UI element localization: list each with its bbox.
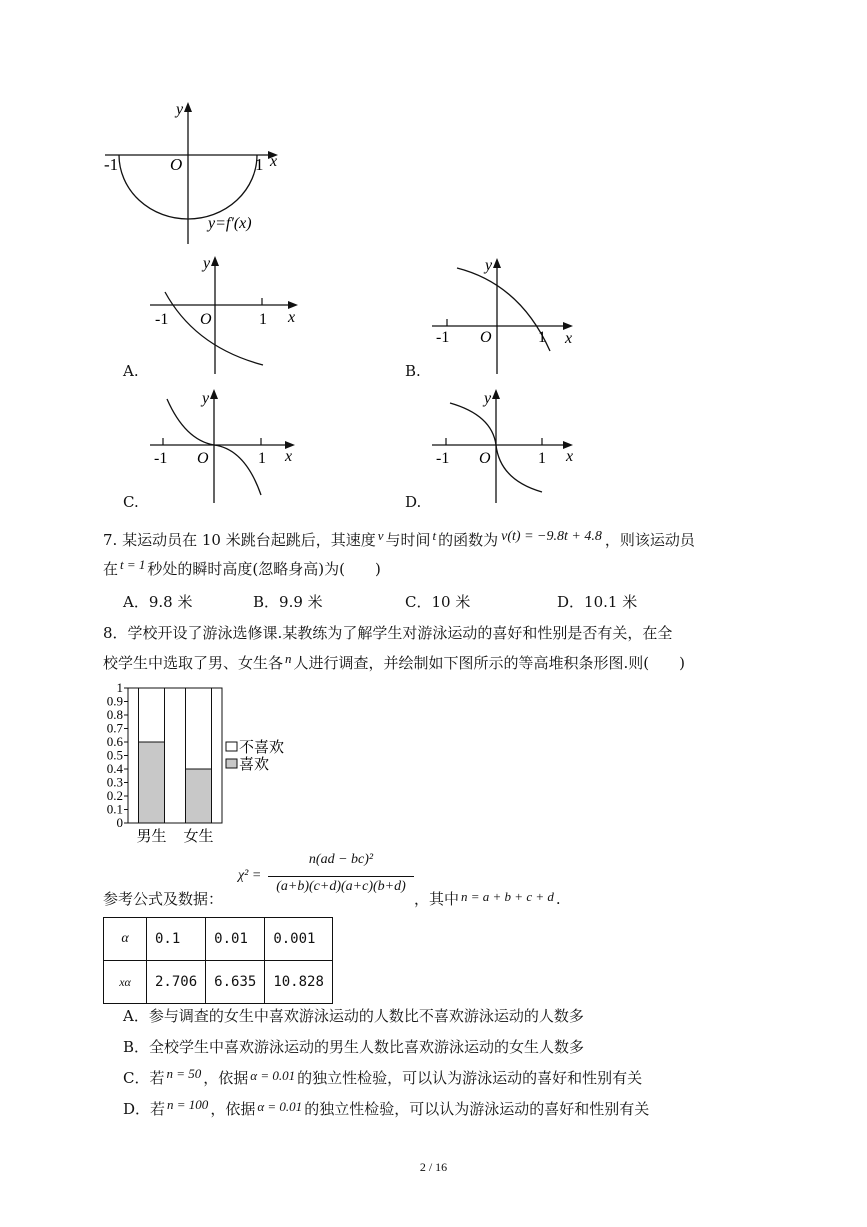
c-y-label: y xyxy=(202,390,210,407)
bar-不喜欢 xyxy=(139,688,165,742)
y-tick-label: 0.5 xyxy=(106,747,123,763)
b-y-label: y xyxy=(485,257,493,274)
a-y-label: y xyxy=(203,255,211,272)
c-text-a: C．若 xyxy=(123,1069,165,1087)
q8-choice-d xyxy=(123,1099,649,1120)
q8-text-b: 人进行调查，并绘制如下图所示的等高堆积条形图.则( ) xyxy=(293,654,685,672)
option-b-label: B. xyxy=(405,362,421,380)
q7-choice-b: B．9.9 米 xyxy=(253,593,323,611)
q7-text-f: 秒处的瞬时高度(忽略身高)为( ) xyxy=(147,560,381,578)
a-neg1-label: -1 xyxy=(155,311,169,328)
x-category-label: 女生 xyxy=(183,829,214,845)
y-tick-label: 0.2 xyxy=(106,788,123,803)
q7-var-v: v xyxy=(377,528,384,543)
page-number: 2 / 16 xyxy=(419,1160,448,1174)
q7-line2 xyxy=(103,559,381,580)
a-pos1-label: 1 xyxy=(259,311,267,328)
table-row xyxy=(104,961,333,1004)
q7-line1 xyxy=(103,530,695,552)
q8-line1: 8．学校开设了游泳选修课.某教练为了解学生对游泳运动的喜好和性别是否有关，在全 xyxy=(103,624,673,642)
main-x-label: x xyxy=(270,153,278,170)
main-pos1-label: 1 xyxy=(255,155,264,174)
chi-numerator: n(ad − bc)² xyxy=(308,852,374,867)
stacked-bar-chart xyxy=(100,680,320,850)
option-d-label: D. xyxy=(405,493,422,511)
option-a-label: A. xyxy=(123,362,139,380)
q8-line2 xyxy=(103,653,685,674)
c-text-c: 的独立性检验，可以认为游泳运动的喜好和性别有关 xyxy=(297,1069,643,1087)
where-b: n = a + b + c + d xyxy=(461,889,554,904)
main-origin-label: O xyxy=(170,155,183,174)
q8-choice-c xyxy=(123,1068,642,1089)
where-a: ，其中 xyxy=(414,890,460,908)
table-header-x-alpha: xα xyxy=(104,961,147,1004)
d-pos1-label: 1 xyxy=(538,450,546,467)
table-cell: 10.828 xyxy=(265,961,333,1004)
d-origin-label: O xyxy=(479,450,491,467)
c-n-value: n = 50 xyxy=(166,1066,202,1081)
chi-lhs: χ² = xyxy=(238,868,262,883)
y-tick-label: 0.3 xyxy=(106,774,123,790)
c-origin-label: O xyxy=(197,450,209,467)
d-x-label: x xyxy=(566,448,574,465)
bar-喜欢 xyxy=(139,742,165,823)
table-row xyxy=(104,918,333,961)
table-cell: 0.01 xyxy=(206,918,265,961)
option-b-graph xyxy=(430,254,580,379)
b-origin-label: O xyxy=(480,329,492,346)
legend-swatch xyxy=(226,742,237,751)
b-neg1-label: -1 xyxy=(436,329,450,346)
table-cell: 0.001 xyxy=(265,918,333,961)
d-text-c: 的独立性检验，可以认为游泳运动的喜好和性别有关 xyxy=(304,1100,650,1118)
q8-choice-b: B．全校学生中喜欢游泳运动的男生人数比喜欢游泳运动的女生人数多 xyxy=(123,1038,585,1056)
q7-var-t: t xyxy=(432,528,437,543)
main-derivative-graph xyxy=(100,98,290,248)
y-tick-label: 0.9 xyxy=(106,693,123,709)
x-category-label: 男生 xyxy=(136,829,167,845)
y-tick-label: 1 xyxy=(116,680,123,695)
y-tick-label: 0 xyxy=(116,815,123,830)
q7-text-c: 的函数为 xyxy=(438,531,499,549)
d-y-label: y xyxy=(484,390,492,407)
y-tick-label: 0.7 xyxy=(106,720,123,736)
bar-不喜欢 xyxy=(186,688,212,769)
c-text-b: ，依据 xyxy=(203,1069,249,1087)
chi-denominator: (a+b)(c+d)(a+c)(b+d) xyxy=(276,879,406,894)
q7-choice-d: D．10.1 米 xyxy=(557,593,638,611)
d-text-b: ，依据 xyxy=(210,1100,256,1118)
option-d-graph xyxy=(430,385,580,505)
c-neg1-label: -1 xyxy=(154,450,168,467)
c-alpha-value: α = 0.01 xyxy=(250,1068,296,1083)
d-neg1-label: -1 xyxy=(436,450,450,467)
legend-label: 不喜欢 xyxy=(239,740,285,756)
legend-swatch xyxy=(226,759,237,768)
ref-label: 参考公式及数据： xyxy=(103,890,224,908)
q8-choice-a: A．参与调查的女生中喜欢游泳运动的人数比不喜欢游泳运动的人数多 xyxy=(123,1007,584,1025)
d-text-a: D．若 xyxy=(123,1100,166,1118)
option-a-graph xyxy=(145,252,310,377)
bar-喜欢 xyxy=(186,769,212,823)
table-header-alpha: α xyxy=(104,918,147,961)
a-origin-label: O xyxy=(200,311,212,328)
table-cell: 2.706 xyxy=(147,961,206,1004)
where-c: . xyxy=(555,890,561,908)
c-pos1-label: 1 xyxy=(258,450,266,467)
y-tick-label: 0.1 xyxy=(106,801,123,817)
q7-text-e: 在 xyxy=(103,560,119,578)
q7-text-b: 与时间 xyxy=(385,531,431,549)
q7-t-eq: t = 1 xyxy=(120,557,146,572)
q7-text-d: ，则该运动员 xyxy=(604,531,695,549)
main-y-label: y xyxy=(176,101,184,118)
option-c-label: C. xyxy=(123,493,139,511)
option-c-graph xyxy=(145,385,310,505)
table-cell: 0.1 xyxy=(147,918,206,961)
y-tick-label: 0.4 xyxy=(106,761,123,776)
b-x-label: x xyxy=(565,330,573,347)
q8-var-n: n xyxy=(285,651,292,666)
c-x-label: x xyxy=(285,448,293,465)
d-alpha-value: α = 0.01 xyxy=(257,1099,303,1114)
fraction-bar xyxy=(268,876,414,877)
main-curve-label: y=f′(x) xyxy=(208,215,252,232)
d-n-value: n = 100 xyxy=(167,1097,209,1112)
legend-label: 喜欢 xyxy=(239,757,270,773)
where-text xyxy=(414,889,561,910)
b-pos1-label: 1 xyxy=(538,329,546,346)
main-neg1-label: -1 xyxy=(104,155,119,174)
a-x-label: x xyxy=(288,309,296,326)
y-tick-label: 0.6 xyxy=(106,734,123,749)
q7-text-a: 7. 某运动员在 10 米跳台起跳后，其速度 xyxy=(103,531,376,549)
table-cell: 6.635 xyxy=(206,961,265,1004)
y-tick-label: 0.8 xyxy=(106,707,123,722)
q8-text-a: 校学生中选取了男、女生各 xyxy=(103,654,284,672)
q7-choice-a: A．9.8 米 xyxy=(123,593,193,611)
q7-formula: v(t) = −9.8t + 4.8 xyxy=(501,529,602,544)
q7-choice-c: C．10 米 xyxy=(405,593,471,611)
critical-value-table xyxy=(103,917,333,1004)
